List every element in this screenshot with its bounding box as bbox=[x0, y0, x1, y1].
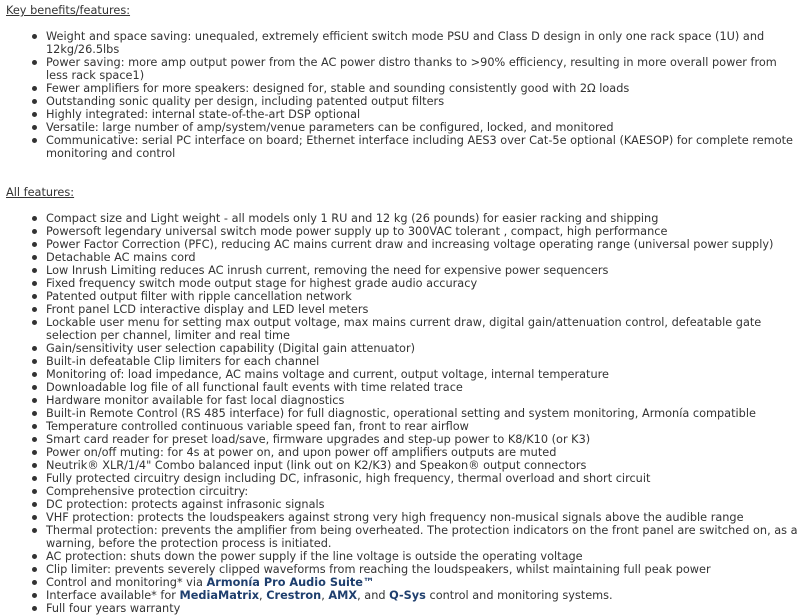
list-item: Versatile: large number of amp/system/venue parameters can be configured, locked, and monitored bbox=[6, 121, 802, 134]
list-item: Built-in defeatable Clip limiters for each channel bbox=[6, 355, 802, 368]
interface-item bbox=[6, 589, 802, 602]
list-item: Fully protected circuitry design including DC, infrasonic, high frequency, thermal overload and short circuit bbox=[6, 472, 802, 485]
list-item: Communicative: serial PC interface on board; Ethernet interface including AES3 over Cat-5e optional (KAESOP) for complete remote monitoring and control bbox=[6, 134, 802, 160]
list-item: Low Inrush Limiting reduces AC inrush current, removing the need for expensive power sequencers bbox=[6, 264, 802, 277]
spacer bbox=[6, 17, 802, 30]
list-item: Power saving: more amp output power from the AC power distro thanks to >90% efficiency, resulting in more overall power from less rack space1) bbox=[6, 56, 802, 82]
list-item: Powersoft legendary universal switch mode power supply up to 300VAC tolerant , compact, high performance bbox=[6, 225, 802, 238]
spacer bbox=[6, 173, 802, 186]
armonia-link[interactable]: Armonía Pro Audio Suite™ bbox=[206, 576, 375, 589]
separator: , bbox=[321, 589, 329, 602]
interface-suffix: control and monitoring systems. bbox=[425, 589, 613, 602]
list-item: Monitoring of: load impedance, AC mains voltage and current, output voltage, internal temperature bbox=[6, 368, 802, 381]
separator: , bbox=[259, 589, 267, 602]
list-item: Neutrik® XLR/1/4" Combo balanced input (link out on K2/K3) and Speakon® output connectors bbox=[6, 459, 802, 472]
separator: , and bbox=[357, 589, 390, 602]
list-item: Power on/off muting: for 4s at power on, and upon power off amplifiers outputs are muted bbox=[6, 446, 802, 459]
list-item: Smart card reader for preset load/save, firmware upgrades and step-up power to K8/K10 (or K3) bbox=[6, 433, 802, 446]
list-item: Gain/sensitivity user selection capability (Digital gain attenuator) bbox=[6, 342, 802, 355]
list-item: Weight and space saving: unequaled, extremely efficient switch mode PSU and Class D design in only one rack space (1U) and 12kg/26.5lbs bbox=[6, 30, 802, 56]
warranty-item: Full four years warranty bbox=[6, 602, 802, 615]
list-item: Comprehensive protection circuitry: bbox=[6, 485, 802, 498]
list-item: Temperature controlled continuous variable speed fan, front to rear airflow bbox=[6, 420, 802, 433]
list-item: Highly integrated: internal state-of-the-art DSP optional bbox=[6, 108, 802, 121]
control-prefix: Control and monitoring* via bbox=[46, 576, 207, 589]
list-item: Fixed frequency switch mode output stage for highest grade audio accuracy bbox=[6, 277, 802, 290]
list-item: Outstanding sonic quality per design, including patented output filters bbox=[6, 95, 802, 108]
all-features-heading: All features: bbox=[6, 186, 75, 199]
key-benefits-list bbox=[6, 30, 802, 160]
list-item: Hardware monitor available for fast local diagnostics bbox=[6, 394, 802, 407]
list-item: Patented output filter with ripple cancellation network bbox=[6, 290, 802, 303]
list-item: Compact size and Light weight - all models only 1 RU and 12 kg (26 pounds) for easier racking and shipping bbox=[6, 212, 802, 225]
list-item: Detachable AC mains cord bbox=[6, 251, 802, 264]
list-item: Front panel LCD interactive display and LED level meters bbox=[6, 303, 802, 316]
list-item: AC protection: shuts down the power supply if the line voltage is outside the operating voltage bbox=[6, 550, 802, 563]
list-item: Thermal protection: prevents the amplifier from being overheated. The protection indicators on the front panel are switched on, as a warning, before the protection process is initiated. bbox=[6, 524, 802, 550]
list-item: Clip limiter: prevents severely clipped waveforms from reaching the loudspeakers, whilst maintaining full peak power bbox=[6, 563, 802, 576]
spacer bbox=[6, 199, 802, 212]
list-item: Downloadable log file of all functional fault events with time related trace bbox=[6, 381, 802, 394]
list-item: Power Factor Correction (PFC), reducing AC mains current draw and increasing voltage operating range (universal power supply) bbox=[6, 238, 802, 251]
amx-link[interactable]: AMX bbox=[328, 589, 358, 602]
list-item: Fewer amplifiers for more speakers: designed for, stable and sounding consistently good with 2Ω loads bbox=[6, 82, 802, 95]
list-item: Lockable user menu for setting max output voltage, max mains current draw, digital gain/attenuation control, defeatable gate selection per channel, limiter and real time bbox=[6, 316, 802, 342]
feature-document bbox=[6, 4, 802, 615]
list-item: VHF protection: protects the loudspeakers against strong very high frequency non-musical signals above the audible range bbox=[6, 511, 802, 524]
interface-prefix: Interface available* for bbox=[46, 589, 180, 602]
q-sys-link[interactable]: Q-Sys bbox=[389, 589, 426, 602]
all-features-list bbox=[6, 212, 802, 615]
key-benefits-heading: Key benefits/features: bbox=[6, 4, 131, 17]
list-item: Built-in Remote Control (RS 485 interface) for full diagnostic, operational setting and system monitoring, Armonía compatible bbox=[6, 407, 802, 420]
control-monitoring-item bbox=[6, 576, 802, 589]
list-item: DC protection: protects against infrasonic signals bbox=[6, 498, 802, 511]
spacer bbox=[6, 160, 802, 173]
mediamatrix-link[interactable]: MediaMatrix bbox=[179, 589, 260, 602]
crestron-link[interactable]: Crestron bbox=[266, 589, 322, 602]
